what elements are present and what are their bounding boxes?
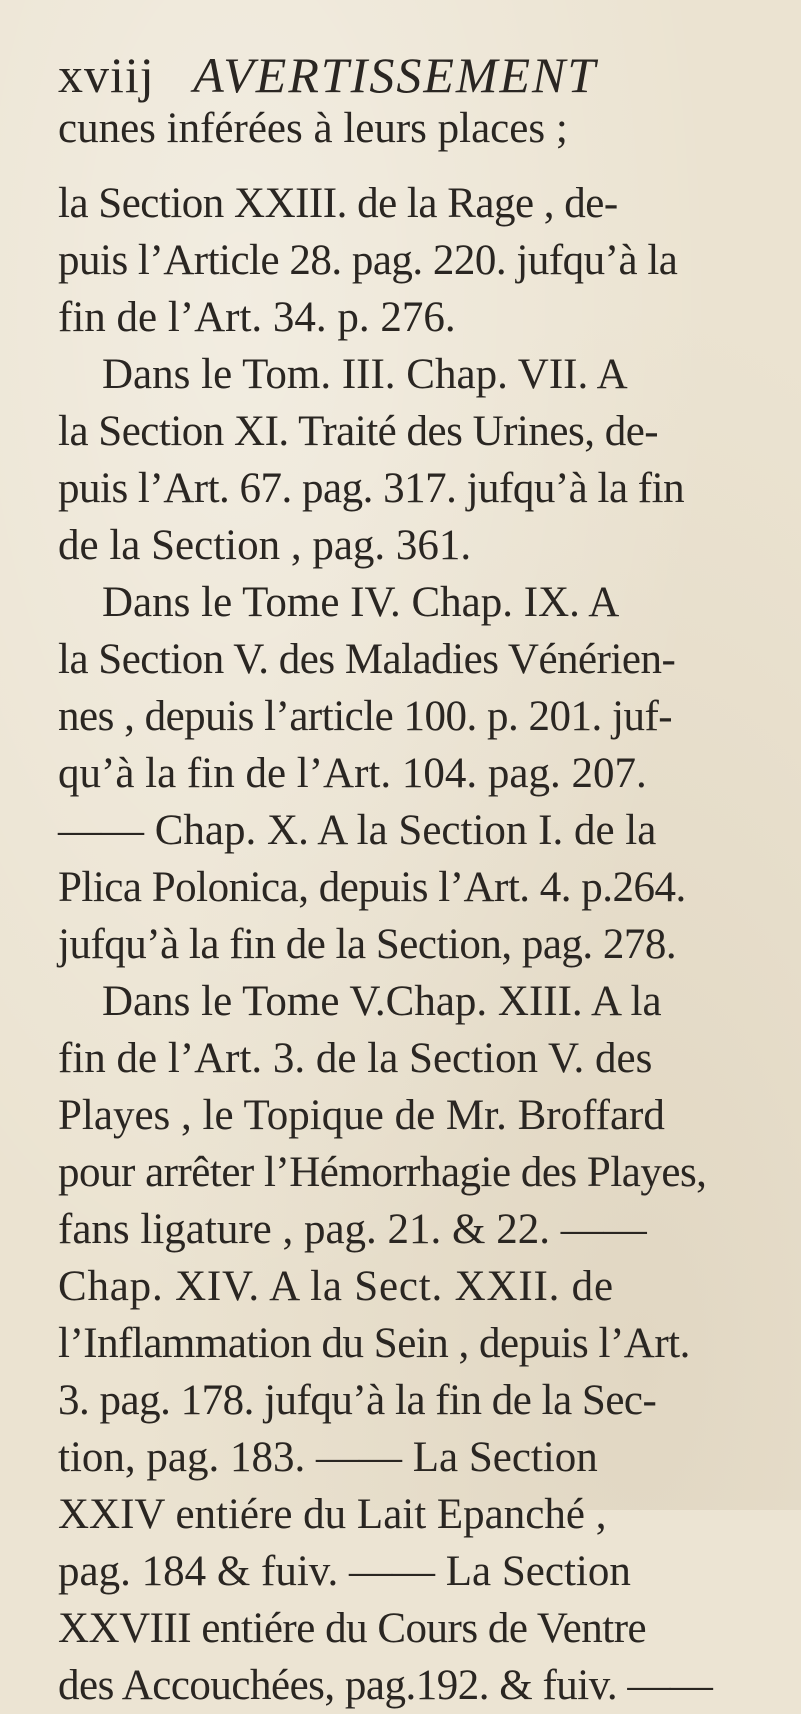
text-line: Dans le Tome IV. Chap. IX. A [102,579,620,626]
text-line: fin de l’Art. 34. p. 276. [58,294,456,341]
text-line: de la Section , pag. 361. [58,522,472,569]
text-line: XXIV entiére du Lait Epanché , [58,1491,607,1538]
text-line: 3. pag. 178. jufqu’à la fin de la Sec- [58,1377,657,1424]
text-line: cunes inférées à leurs places ; [58,105,568,152]
text-line: Plica Polonica, depuis l’Art. 4. p.264. [58,864,686,911]
text-line: qu’à la fin de l’Art. 104. pag. 207. [58,750,647,797]
page-header [58,46,758,104]
text-line: nes , depuis l’article 100. p. 201. juf- [58,693,673,740]
text-line: Chap. XIV. A la Sect. XXII. de [58,1263,614,1310]
text-line: Dans le Tom. III. Chap. VII. A [102,351,628,398]
text-line: tion, pag. 183. —— La Section [58,1434,598,1481]
text-line: la Section XI. Traité des Urines, de- [58,408,659,455]
text-line: fans ligature , pag. 21. & 22. —— [58,1206,647,1253]
running-title: AVERTISSEMENT [193,47,598,103]
text-line: Playes , le Topique de Mr. Broffard [58,1092,665,1139]
text-line: pag. 184 & fuiv. —— La Section [58,1548,631,1595]
text-line: l’Inflammation du Sein , depuis l’Art. [58,1320,690,1367]
text-line: la Section XXIII. de la Rage , de- [58,180,618,227]
text-line: Dans le Tome V.Chap. XIII. A la [102,978,662,1025]
text-line: pour arrêter l’Hémorrhagie des Playes, [58,1149,707,1196]
text-line: XXVIII entiére du Cours de Ventre [58,1605,647,1652]
text-line: puis l’Art. 67. pag. 317. jufqu’à la fin [58,465,685,512]
text-line: jufqu’à la fin de la Section, pag. 278. [58,921,677,968]
text-line: fin de l’Art. 3. de la Section V. des [58,1035,653,1082]
text-line: la Section V. des Maladies Vénérien- [58,636,676,683]
text-line: puis l’Article 28. pag. 220. jufqu’à la [58,237,678,284]
text-line: —— Chap. X. A la Section I. de la [58,807,657,854]
body-text [58,100,770,1714]
text-line: des Accouchées, pag.192. & fuiv. —— [58,1662,713,1709]
page-number: xviij [58,47,155,103]
